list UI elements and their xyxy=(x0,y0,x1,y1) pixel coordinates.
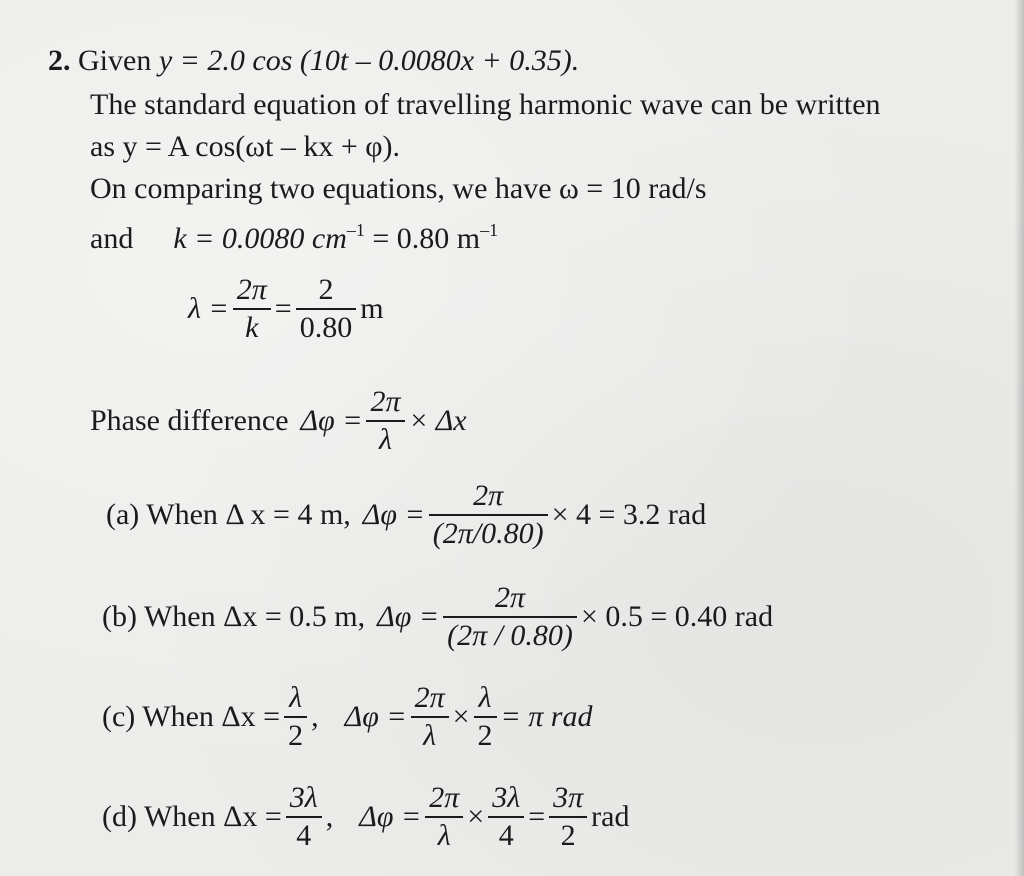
fraction-numerator: 2π xyxy=(425,780,463,818)
part-c-fraction-3 xyxy=(474,680,497,754)
problem-number: 2. xyxy=(48,44,71,77)
part-d-unit: rad xyxy=(591,800,630,833)
part-d-fraction-1 xyxy=(286,780,322,854)
times-sign: × xyxy=(467,800,485,833)
phase-fraction xyxy=(366,384,404,458)
part-b-lhs: Δφ = xyxy=(377,600,440,633)
fraction-denominator: λ xyxy=(378,423,392,456)
fraction-numerator: 2π xyxy=(233,272,271,310)
part-a-lhs: Δφ = xyxy=(362,498,425,531)
fraction-denominator: 2 xyxy=(288,719,304,752)
fraction-denominator: k xyxy=(245,311,259,344)
fraction-denominator: λ xyxy=(437,819,451,852)
part-c-lhs: Δφ = xyxy=(344,700,407,733)
part-c-fraction-2 xyxy=(411,680,449,754)
phase-label: Phase difference xyxy=(90,404,289,437)
k-value: k = 0.0080 cm xyxy=(173,222,347,255)
fraction-denominator: 4 xyxy=(498,819,514,852)
part-b-fraction xyxy=(443,580,577,654)
part-d xyxy=(102,780,629,854)
part-c-fraction-1 xyxy=(284,680,307,754)
equals-sign: = xyxy=(274,292,292,325)
equals-sign: = xyxy=(528,800,546,833)
fraction-numerator: 2π xyxy=(429,478,548,516)
phase-difference-equation xyxy=(90,384,467,458)
part-c-comma: , xyxy=(311,700,319,733)
phase-rhs: × Δx xyxy=(408,404,467,437)
fraction-numerator: 2π xyxy=(443,580,577,618)
part-d-fraction-2 xyxy=(425,780,463,854)
fraction-numerator: 2π xyxy=(411,680,449,718)
part-b-rhs: × 0.5 = 0.40 rad xyxy=(580,600,774,633)
fraction-denominator: (2π/0.80) xyxy=(432,517,544,550)
part-a-label: (a) When Δ x = 4 m, xyxy=(106,498,351,531)
standard-equation-text: The standard equation of travelling harmonic wave can be written xyxy=(90,88,881,121)
standard-equation-form: as y = A cos(ωt – kx + φ). xyxy=(90,130,401,163)
fraction-denominator: 2 xyxy=(560,819,576,852)
part-b xyxy=(102,580,773,654)
fraction-numerator: 2 xyxy=(296,272,357,310)
part-a-fraction xyxy=(429,478,548,552)
k-converted: = 0.80 m xyxy=(364,222,481,255)
lambda-fraction-1 xyxy=(233,272,271,346)
times-sign: × xyxy=(452,700,470,733)
fraction-denominator: 0.80 xyxy=(299,311,353,344)
and-label: and xyxy=(90,222,134,255)
part-d-comma: , xyxy=(325,800,334,833)
part-c-label: (c) When Δx = xyxy=(102,700,281,733)
lambda-unit: m xyxy=(360,292,384,325)
lambda-fraction-2 xyxy=(296,272,357,346)
part-a-rhs: × 4 = 3.2 rad xyxy=(551,498,707,531)
wavelength-equation xyxy=(188,272,384,346)
fraction-denominator: 2 xyxy=(477,719,493,752)
fraction-numerator: 2π xyxy=(366,384,404,422)
page-edge-shadow xyxy=(1014,0,1024,876)
part-a xyxy=(106,478,706,552)
phase-lhs: Δφ = xyxy=(300,404,363,437)
part-c-rhs: = π rad xyxy=(500,700,593,733)
k-converted-exponent: –1 xyxy=(480,220,499,240)
part-d-fraction-3 xyxy=(488,780,524,854)
fraction-numerator: λ xyxy=(474,680,497,718)
part-c xyxy=(102,680,592,754)
fraction-numerator: λ xyxy=(284,680,307,718)
comparison-line: On comparing two equations, we have ω = 10 rad/s xyxy=(90,172,707,205)
fraction-denominator: 4 xyxy=(296,819,312,852)
fraction-denominator: (2π / 0.80) xyxy=(447,619,573,652)
k-unit-exponent: –1 xyxy=(346,220,365,240)
wave-number-line xyxy=(90,222,498,256)
given-equation: y = 2.0 cos (10t – 0.0080x + 0.35). xyxy=(158,44,580,77)
part-d-fraction-4 xyxy=(549,780,587,854)
part-b-label: (b) When Δx = 0.5 m, xyxy=(102,600,366,633)
given-line xyxy=(48,44,579,78)
fraction-denominator: λ xyxy=(423,719,437,752)
lambda-lhs: λ = xyxy=(188,292,229,325)
part-d-label: (d) When Δx = xyxy=(102,800,282,833)
given-label: Given xyxy=(78,44,152,77)
part-d-lhs: Δφ = xyxy=(359,800,422,833)
fraction-numerator: 3λ xyxy=(286,780,322,818)
fraction-numerator: 3λ xyxy=(488,780,524,818)
fraction-numerator: 3π xyxy=(549,780,587,818)
